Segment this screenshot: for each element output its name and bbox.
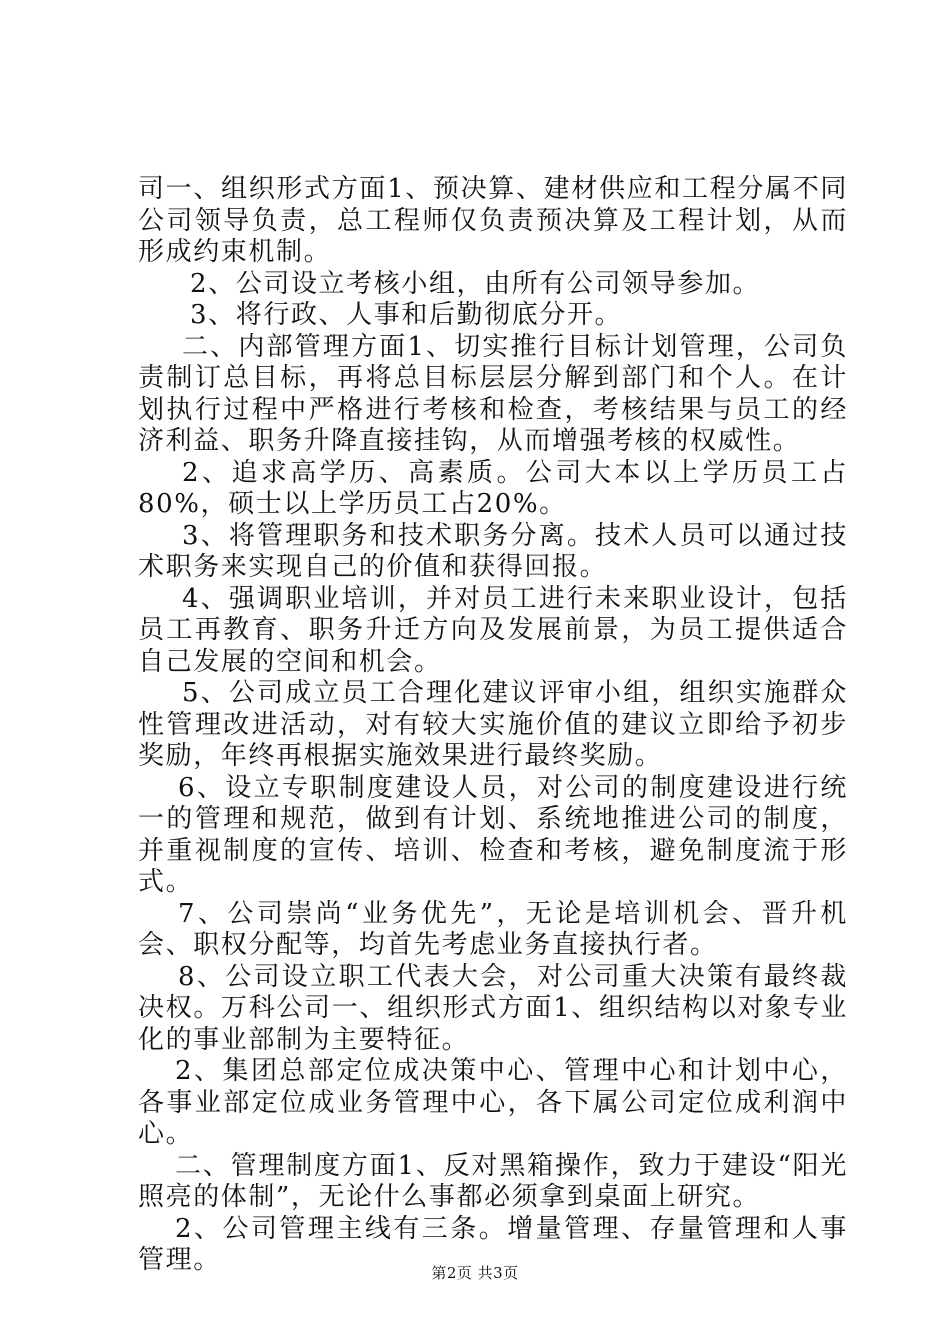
paragraph-2: 2、公司设立考核小组，由所有公司领导参加。 (190, 268, 761, 299)
paragraph-9: 6、设立专职制度建设人员，对公司的制度建设进行统一的管理和规范，做到有计划、系统地推进公司的制度，并重视制度的宣传、培训、检查和考核，避免制度流于形式。 (138, 772, 848, 897)
paragraph-5: 2、追求高学历、高素质。公司大本以上学历员工占80%，硕士以上学历员工占20%。 (138, 457, 848, 519)
paragraph-14: 2、公司管理主线有三条。增量管理、存量管理和人事管理。 (138, 1213, 848, 1275)
paragraph-6: 3、将管理职务和技术职务分离。技术人员可以通过技术职务来实现自己的价值和获得回报。 (138, 520, 848, 582)
paragraph-13: 二、管理制度方面1、反对黑箱操作，致力于建设“阳光照亮的体制”，无论什么事都必须拿到桌面上研究。 (138, 1150, 848, 1212)
paragraph-11: 8、公司设立职工代表大会，对公司重大决策有最终裁决权。万科公司一、组织形式方面1、组织结构以对象专业化的事业部制为主要特征。 (138, 961, 848, 1055)
paragraph-10: 7、公司崇尚“业务优先”，无论是培训机会、晋升机会、职权分配等，均首先考虑业务直接执行者。 (138, 898, 848, 960)
paragraph-7: 4、强调职业培训，并对员工进行未来职业设计，包括员工再教育、职务升迁方向及发展前景，为员工提供适合自己发展的空间和机会。 (138, 583, 848, 677)
paragraph-4: 二、内部管理方面1、切实推行目标计划管理，公司负责制订总目标，再将总目标层层分解到部门和个人。在计划执行过程中严格进行考核和检查，考核结果与员工的经济利益、职务升降直接挂钩，从而增强考核的权威性。 (138, 331, 848, 456)
paragraph-8: 5、公司成立员工合理化建议评审小组，组织实施群众性管理改进活动，对有较大实施价值的建议立即给予初步奖励，年终再根据实施效果进行最终奖励。 (138, 678, 848, 771)
page-number: 第2页 共3页 (431, 1264, 519, 1282)
page-footer (0, 1262, 950, 1283)
paragraph-3: 3、将行政、人事和后勤彻底分开。 (190, 300, 623, 330)
paragraph-1: 司一、组织形式方面1、预决算、建材供应和工程分属不同公司领导负责，总工程师仅负责预决算及工程计划，从而形成约束机制。 (138, 174, 848, 267)
paragraph-12: 2、集团总部定位成决策中心、管理中心和计划中心，各事业部定位成业务管理中心，各下属公司定位成利润中心。 (138, 1056, 848, 1149)
body-text (138, 174, 848, 1277)
